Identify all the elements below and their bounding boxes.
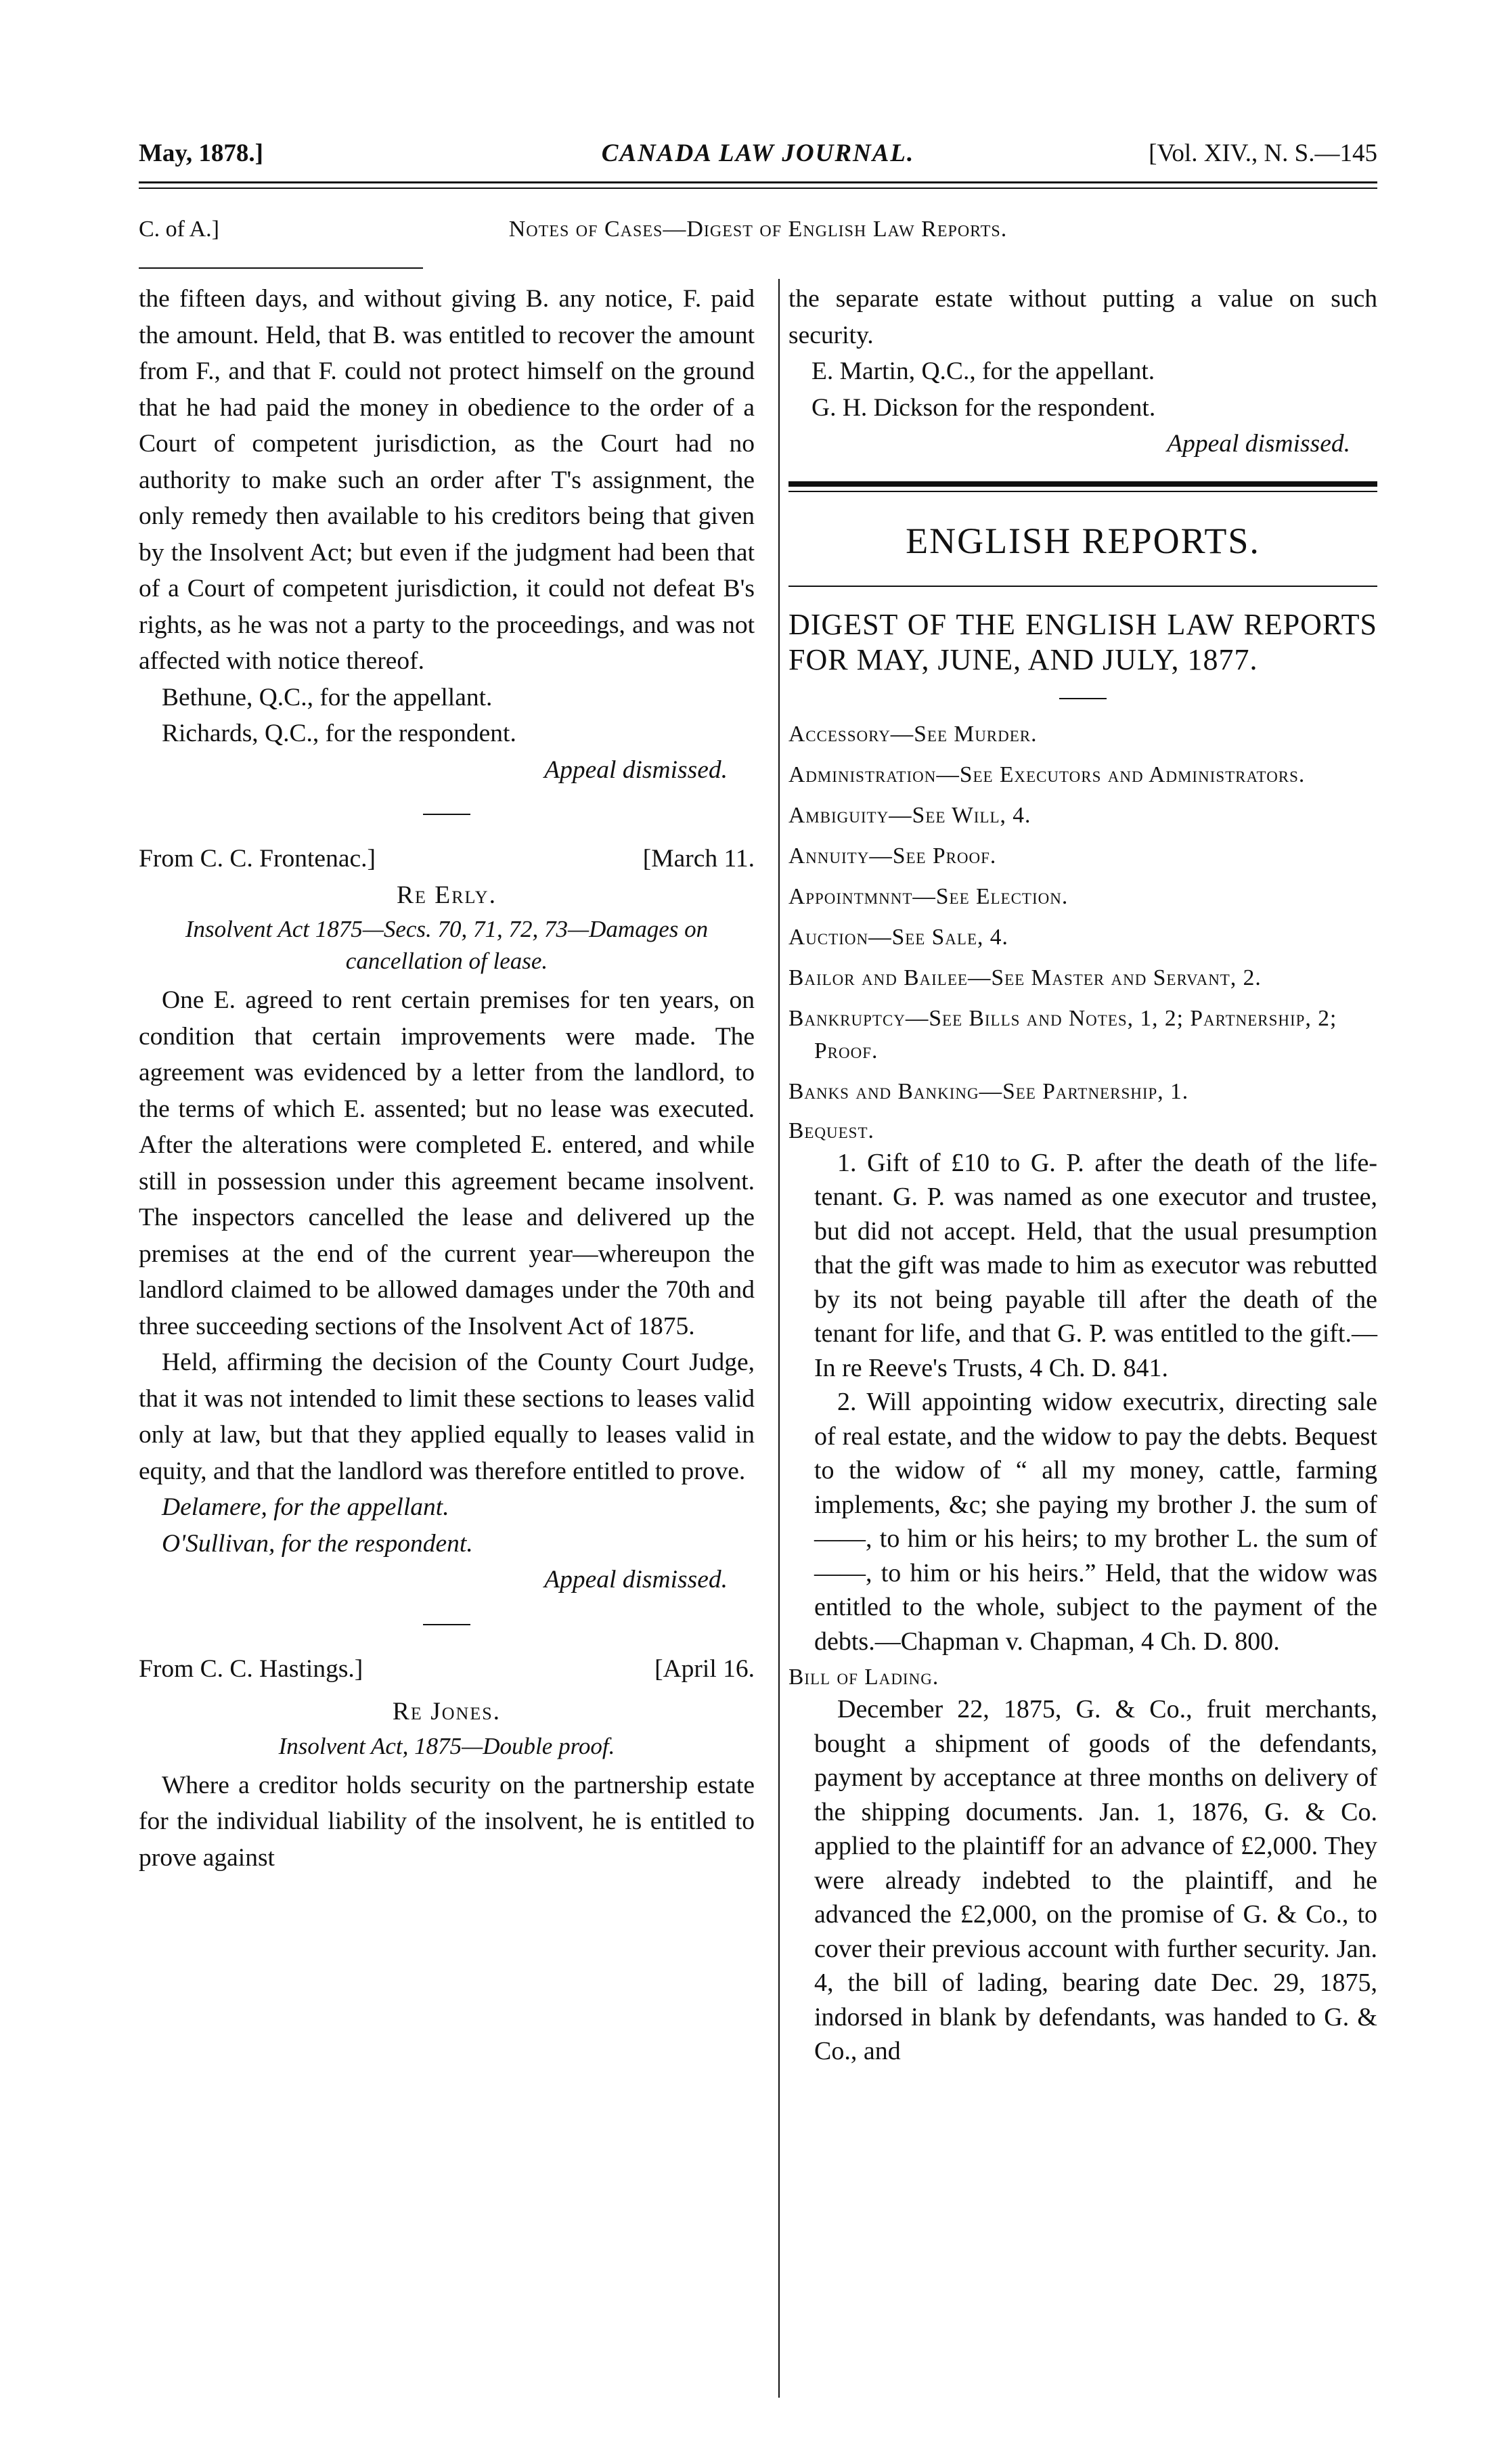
case-result: Appeal dismissed.	[544, 755, 728, 784]
right-column	[788, 281, 1377, 2069]
counsel-appellant: Bethune, Q.C., for the appellant.	[162, 683, 493, 711]
digest-entry: Administration—See Executors and Administrators.	[788, 762, 1306, 787]
bequest-item-1: 1. Gift of £10 to G. P. after the death of the life-tenant. G. P. was named as one executor and trustee, but did not accept. Held, that the usual presumption that the gift was made to him as executor was rebutted by its not being payable till after the death of the tenant for life, and that G. P. was entitled to the gift.—In re Reeve's Trusts, 4 Ch. D. 841.	[814, 1148, 1377, 1382]
section-heading-rule	[788, 586, 1377, 587]
volume-page-number: [Vol. XIV., N. S.—145	[1149, 139, 1377, 167]
digest-entry: Appointmnnt—See Election.	[788, 883, 1069, 909]
case-opening-paragraph: the fifteen days, and without giving B. any notice, F. paid the amount. Held, that B. was entitled to recover the amount from F., and that F. could not protect himself on the ground that he had paid the money in obedience to the order of a Court of competent jurisdiction, as the Court had no authority to make such an order after T's assignment, the only remedy then available to his creditors being that given by the Insolvent Act; but even if the judgment had been that of a Court of competent jurisdiction, it could not defeat B's rights, as he was not a party to the proceedings, and was not affected with notice thereof.	[139, 285, 755, 675]
case-date: [March 11.	[642, 845, 755, 873]
case-facts: One E. agreed to rent certain premises for ten years, on condition that certain improvements were made. The agreement was evidenced by a letter from the landlord, to the terms of which E. assented; but no lease was executed. After the alterations were completed E. entered, and while still in possession under this agreement became insolvent. The inspectors cancelled the lease and delivered up the premises at the end of the current year—whereupon the landlord claimed to be allowed damages under the 70th and three succeeding sections of the Insolvent Act of 1875.	[139, 986, 755, 1340]
case-headnote: Insolvent Act, 1875—Double proof.	[278, 1732, 615, 1759]
digest-entries	[788, 718, 1377, 1108]
bill-of-lading-text: December 22, 1875, G. & Co., fruit merchants, bought a shipment of goods of the defendants, payment by acceptance at three months on delivery of the shipping documents. Jan. 1, 1876, G. & Co. applied to the plaintiff for an advance of £2,000. They were already indebted to the plaintiff, and he advanced the £2,000, on the promise of G. & Co., to cover their previous account with further security. Jan. 4, the bill of lading, bearing date Dec. 29, 1875, indorsed in blank by defendants, was handed to G. & Co., and	[814, 1695, 1377, 2065]
case-headnote: Insolvent Act 1875—Secs. 70, 71, 72, 73—Damages on cancellation of lease.	[185, 916, 709, 974]
section-subhead	[139, 217, 1377, 250]
case-continuation: the separate estate without putting a value on such security.	[788, 285, 1377, 349]
section-subhead-title: Notes of Cases—Digest of English Law Reports.	[508, 217, 1008, 242]
lower-court: From C. C. Frontenac.]	[139, 845, 376, 873]
counsel-appellant: E. Martin, Q.C., for the appellant.	[811, 357, 1155, 385]
digest-entry: Bankruptcy—See Bills and Notes, 1, 2; Partnership, 2; Proof.	[788, 1005, 1337, 1063]
column-divider	[778, 279, 780, 2398]
digest-entry: Auction—See Sale, 4.	[788, 924, 1008, 950]
digest-separator	[1059, 698, 1107, 699]
digest-heading-bequest: Bequest.	[788, 1118, 874, 1143]
case-result: Appeal dismissed.	[544, 1566, 728, 1593]
case-title: Re Erly.	[397, 881, 497, 909]
case-court-line	[139, 1651, 755, 1688]
case-separator	[423, 1624, 470, 1625]
case-court-line	[139, 841, 755, 877]
running-head-date: May, 1878.]	[139, 139, 263, 167]
digest-entry: Annuity—See Proof.	[788, 843, 997, 868]
digest-entry: Banks and Banking—See Partnership, 1.	[788, 1078, 1189, 1104]
case-facts: Where a creditor holds security on the partnership estate for the individual liability of the insolvent, he is entitled to prove against	[139, 1771, 755, 1872]
subhead-rule	[139, 267, 423, 269]
header-rule	[139, 181, 1377, 183]
section-heading: ENGLISH REPORTS.	[906, 520, 1260, 561]
journal-title: CANADA LAW JOURNAL.	[601, 139, 915, 167]
case-date: [April 16.	[654, 1654, 755, 1683]
case-separator	[423, 814, 470, 815]
lower-court: From C. C. Hastings.]	[139, 1654, 363, 1683]
header-rule-secondary	[139, 188, 1377, 189]
case-result: Appeal dismissed.	[1167, 430, 1350, 458]
section-rule-thin	[788, 491, 1377, 492]
digest-heading-bill-of-lading: Bill of Lading.	[788, 1665, 939, 1690]
digest-title: DIGEST OF THE ENGLISH LAW REPORTS FOR MAY, JUNE, AND JULY, 1877.	[788, 607, 1377, 676]
digest-entry: Ambiguity—See Will, 4.	[788, 802, 1031, 828]
case-title: Re Jones.	[392, 1698, 502, 1725]
counsel-appellant: Delamere, for the appellant.	[162, 1493, 449, 1521]
section-rule-thick	[788, 481, 1377, 487]
bequest-item-2: 2. Will appointing widow executrix, directing sale of real estate, and the widow to pay the debts. Bequest to the widow of “ all my money, cattle, farming implements, &c; she paying my brother J. the sum of ——, to him or his heirs; to my brother L. the sum of ——, to him or his heirs.” Held, that the widow was entitled to the whole, subject to the payment of the debts.—Chapman v. Chapman, 4 Ch. D. 800.	[814, 1388, 1377, 1656]
counsel-respondent: O'Sullivan, for the respondent.	[162, 1529, 473, 1558]
counsel-respondent: Richards, Q.C., for the respondent.	[162, 720, 516, 747]
case-holding: Held, affirming the decision of the County Court Judge, that it was not intended to limit these sections to leases valid only at law, but that they applied equally to leases valid in equity, and that the landlord was therefore entitled to prove.	[139, 1348, 755, 1485]
court-abbrev: C. of A.]	[139, 217, 219, 242]
digest-entry: Accessory—See Murder.	[788, 721, 1038, 747]
digest-entry: Bailor and Bailee—See Master and Servant, 2.	[788, 965, 1262, 990]
counsel-respondent: G. H. Dickson for the respondent.	[811, 393, 1156, 422]
running-head	[139, 139, 1377, 173]
left-column	[139, 281, 755, 1876]
